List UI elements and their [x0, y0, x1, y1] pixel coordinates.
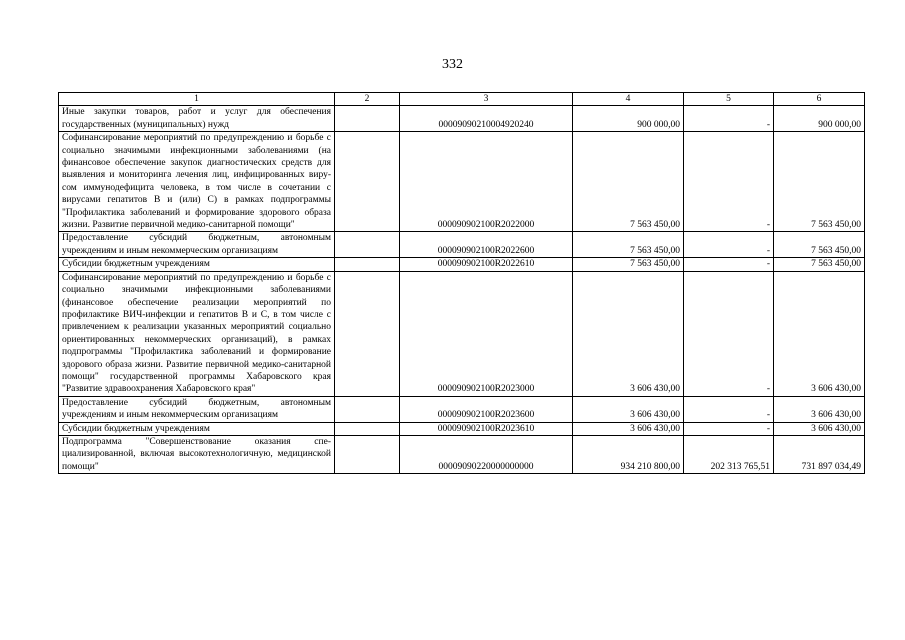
row-code-cell: 00009090220000000000 [400, 435, 573, 473]
row-result-cell: 3 606 430,00 [774, 396, 865, 422]
row-code-cell: 000090902100R2022600 [400, 232, 573, 258]
row-col2-cell [335, 422, 400, 435]
row-result-cell: 731 897 034,49 [774, 435, 865, 473]
row-total-cell: 3 606 430,00 [573, 396, 684, 422]
row-code-cell: 000090902100R2023610 [400, 422, 573, 435]
row-col2-cell [335, 396, 400, 422]
row-col2-cell [335, 232, 400, 258]
row-result-cell: 900 000,00 [774, 106, 865, 132]
column-header-1: 1 [59, 93, 335, 106]
row-result-cell: 7 563 450,00 [774, 258, 865, 271]
table-row [59, 396, 865, 422]
table-row [59, 232, 865, 258]
table-row [59, 435, 865, 473]
row-change-cell: - [684, 132, 774, 232]
row-total-cell: 7 563 450,00 [573, 258, 684, 271]
row-code-cell: 000090902100R2022000 [400, 132, 573, 232]
row-code-cell: 00009090210004920240 [400, 106, 573, 132]
row-change-cell: - [684, 422, 774, 435]
row-total-cell: 900 000,00 [573, 106, 684, 132]
row-change-cell: - [684, 271, 774, 396]
row-name-cell: Софинансирование мероприятий по предупреждению и борьбе с социально значимыми инфекционными заболеваниями (на финансовое обеспечение закупок диагностических средств для выявления и мониторинга лечения лиц, инфицированных вирусом иммунодефицита человека, в том числе в сочетании с вирусами гепатитов В и (или) С) в рамках подпрограммы "Профилактика заболеваний и формирование здорового образа жизни. Развитие первичной медико-санитарной помощи" [59, 132, 335, 232]
page-number: 332 [442, 57, 463, 72]
row-code-cell: 000090902100R2022610 [400, 258, 573, 271]
row-col2-cell [335, 132, 400, 232]
row-result-cell: 7 563 450,00 [774, 232, 865, 258]
row-result-cell: 3 606 430,00 [774, 271, 865, 396]
row-total-cell: 3 606 430,00 [573, 422, 684, 435]
column-header-6: 6 [774, 93, 865, 106]
row-name-cell: Субсидии бюджетным учреждениям [59, 422, 335, 435]
column-header-5: 5 [684, 93, 774, 106]
table-row [59, 258, 865, 271]
row-name-cell: Предоставление субсидий бюджетным, автономным учреждениям и иным некоммерческим организациям [59, 396, 335, 422]
row-change-cell: - [684, 396, 774, 422]
row-col2-cell [335, 271, 400, 396]
column-header-4: 4 [573, 93, 684, 106]
row-name-cell: Предоставление субсидий бюджетным, автономным учреждениям и иным некоммерческим организациям [59, 232, 335, 258]
table-row [59, 106, 865, 132]
row-change-cell: - [684, 106, 774, 132]
table-row [59, 422, 865, 435]
header-row [59, 93, 865, 106]
row-total-cell: 7 563 450,00 [573, 232, 684, 258]
row-change-cell: 202 313 765,51 [684, 435, 774, 473]
row-col2-cell [335, 435, 400, 473]
table-row [59, 132, 865, 232]
row-result-cell: 3 606 430,00 [774, 422, 865, 435]
row-result-cell: 7 563 450,00 [774, 132, 865, 232]
row-total-cell: 7 563 450,00 [573, 132, 684, 232]
row-code-cell: 000090902100R2023600 [400, 396, 573, 422]
row-code-cell: 000090902100R2023000 [400, 271, 573, 396]
budget-table [58, 92, 865, 474]
row-name-cell: Субсидии бюджетным учреждениям [59, 258, 335, 271]
column-header-2: 2 [335, 93, 400, 106]
row-name-cell: Иные закупки товаров, работ и услуг для обеспечения государственных (муниципальных) нужд [59, 106, 335, 132]
row-col2-cell [335, 106, 400, 132]
row-name-cell: Софинансирование мероприятий по предупреждению и борьбе с социально значимыми инфекционными заболеваниями (финансовое обеспечение реализации мероприятий по профилактике ВИЧ-инфекции и гепатитов В и С, в том числе с привлечением к реализации указанных мероприятий социально ориентированных некоммерческих организаций), в рамках подпрограммы "Профилактика заболеваний и формирование здорового образа жизни. Развитие первичной медико-санитарной помощи" государственной программы Хабаровского края "Развитие здравоохранения Хабаровского края" [59, 271, 335, 396]
table-row [59, 271, 865, 396]
row-name-cell: Подпрограмма "Совершенствование оказания специализированной, включая высокотехнологичную, медицинской помощи" [59, 435, 335, 473]
column-header-3: 3 [400, 93, 573, 106]
row-change-cell: - [684, 258, 774, 271]
row-col2-cell [335, 258, 400, 271]
row-total-cell: 934 210 800,00 [573, 435, 684, 473]
row-change-cell: - [684, 232, 774, 258]
row-total-cell: 3 606 430,00 [573, 271, 684, 396]
